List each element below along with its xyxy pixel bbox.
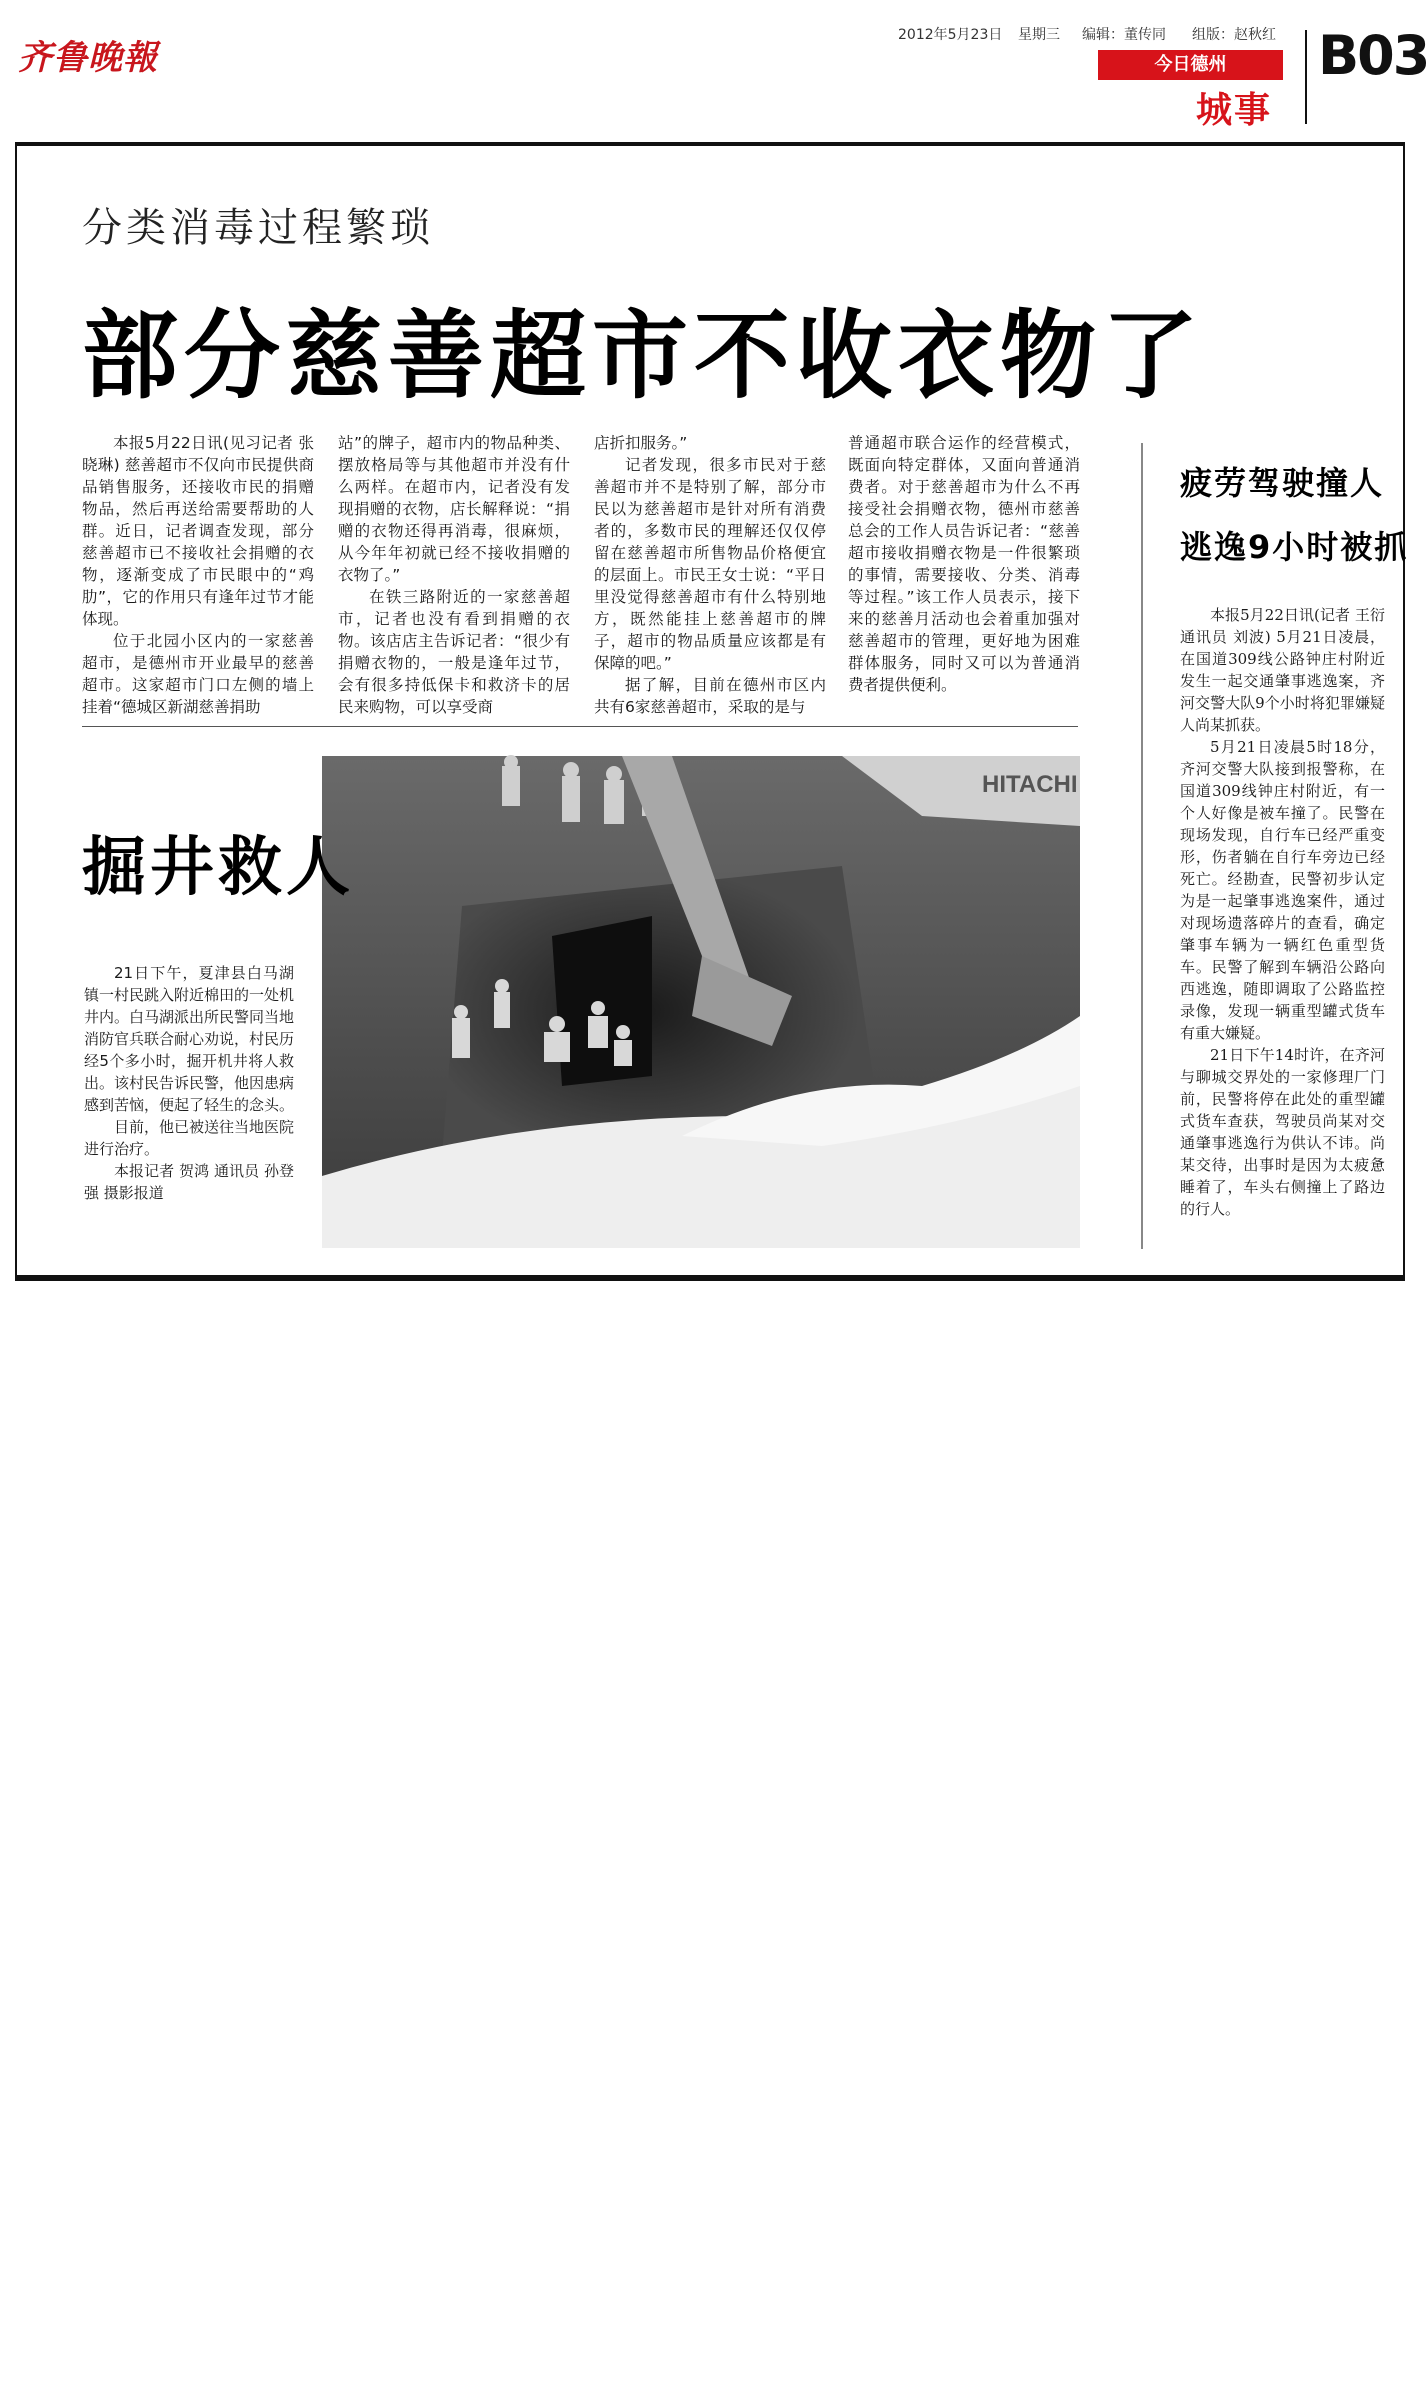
- article-paragraph: 在铁三路附近的一家慈善超市，记者也没有看到捐赠的衣物。该店店主告诉记者：“很少有捐赠衣物的，一般是逢年过节，会有很多持低保卡和救济卡的居民来购物，可以享受商: [338, 588, 570, 716]
- layout-credit: 组版：赵秋红: [1192, 27, 1276, 43]
- article-paragraph: 普通超市联合运作的经营模式，既面向特定群体，又面向普通消费者。对于慈善超市为什么不再接受社会捐赠衣物，德州市慈善总会的工作人员告诉记者：“慈善超市接收捐赠衣物是一件很繁琐的事情，需要接收、分类、消毒等过程。”该工作人员表示，接下来的慈善月活动也会着重加强对慈善超市的管理，更好地为困难群体服务，同时又可以为普通消费者提供便利。: [848, 434, 1080, 694]
- article-paragraph: 站”的牌子，超市内的物品种类、摆放格局等与其他超市并没有什么两样。在超市内，记者没有发现捐赠的衣物，店长解释说：“捐赠的衣物还得再消毒，很麻烦，从今年年初就已经不接收捐赠的衣物了。”: [338, 434, 570, 584]
- article-kicker: 分类消毒过程繁琐: [82, 205, 434, 251]
- sidebar-body: [1180, 604, 1385, 1220]
- sidebar-paragraph: 本报5月22日讯(记者 王衍 通讯员 刘波) 5月21日凌晨，在国道309线公路钟庄村附近发生一起交通肇事逃逸案，齐河交警大队9个小时将犯罪嫌疑人尚某抓获。: [1180, 606, 1385, 734]
- rescue-title: 掘井救人: [82, 831, 354, 905]
- article-paragraph: 记者发现，很多市民对于慈善超市并不是特别了解，部分市民以为慈善超市是针对所有消费者的，多数市民的理解还仅仅停留在慈善超市所售物品价格便宜的层面上。市民王女士说：“平日里没觉得慈善超市有什么特别地方，既然能挂上慈善超市的牌子，超市的物品质量应该都是有保障的吧。”: [594, 456, 826, 672]
- rescue-caption: [84, 962, 294, 1204]
- article-headline: 部分慈善超市不收衣物了: [82, 300, 1204, 412]
- masthead-logo: 齐鲁晚報: [18, 38, 158, 78]
- frame-right-rule: [1403, 142, 1405, 1279]
- rescue-credit: 本报记者 贺鸿 通讯员 孙登强 摄影报道: [84, 1162, 294, 1202]
- section-name: 城事: [1196, 90, 1273, 131]
- page-number: B03: [1318, 24, 1428, 87]
- sidebar-rule: [1141, 443, 1143, 1249]
- frame-top-rule: [15, 142, 1405, 146]
- header-divider: [1305, 30, 1307, 124]
- sidebar-paragraph: 21日下午14时许，在齐河与聊城交界处的一家修理厂门前，民警将停在此处的重型罐式货车查获，驾驶员尚某对交通肇事逃逸行为供认不讳。尚某交待，出事时是因为太疲惫睡着了，车头右侧撞上了路边的行人。: [1180, 1046, 1385, 1218]
- article-column-4: [848, 432, 1080, 696]
- frame-bottom-rule: [15, 1275, 1405, 1281]
- article-paragraph: 店折扣服务。”: [594, 434, 688, 452]
- rescue-paragraph: 21日下午，夏津县白马湖镇一村民跳入附近棉田的一处机井内。白马湖派出所民警同当地消防官兵联合耐心劝说，村民历经5个多小时，掘开机井将人救出。该村民告诉民警，他因患病感到苦恼，便起了轻生的念头。: [84, 964, 295, 1114]
- article-column-1: [82, 432, 314, 718]
- sidebar-paragraph: 5月21日凌晨5时18分，齐河交警大队接到报警称，在国道309线钟庄村附近，有一个人好像是被车撞了。民警在现场发现，自行车已经严重变形，伤者躺在自行车旁边已经死亡。经勘查，民警初步认定为是一起肇事逃逸案件，通过对现场遗落碎片的查看，确定肇事车辆为一辆红色重型货车。民警了解到车辆沿公路向西逃逸，随即调取了公路监控录像，发现一辆重型罐式货车有重大嫌疑。: [1180, 738, 1385, 1042]
- rescue-paragraph: 目前，他已被送往当地医院进行治疗。: [84, 1118, 295, 1158]
- article-paragraph: 位于北园小区内的一家慈善超市，是德州市开业最早的慈善超市。这家超市门口左侧的墙上挂着“德城区新湖慈善捐助: [82, 632, 314, 716]
- sidebar-title-line-2: 逃逸9小时被抓: [1180, 528, 1409, 566]
- frame-left-rule: [15, 142, 17, 1279]
- sidebar-title-line-1: 疲劳驾驶撞人: [1180, 464, 1385, 502]
- article-column-2: [338, 432, 570, 718]
- issue-date: 2012年5月23日: [898, 27, 1003, 43]
- issue-weekday: 星期三: [1018, 27, 1060, 43]
- article-column-3: [594, 432, 826, 718]
- section-separator: [82, 726, 1078, 727]
- article-paragraph: 本报5月22日讯(见习记者 张晓琳) 慈善超市不仅向市民提供商品销售服务，还接收市民的捐赠物品，然后再送给需要帮助的人群。近日，记者调查发现，部分慈善超市已不接收社会捐赠的衣物，逐渐变成了市民眼中的“鸡肋”，它的作用只有逢年过节才能体现。: [82, 434, 314, 628]
- editor-credit: 编辑：董传同: [1082, 27, 1166, 43]
- rescue-photo: [322, 756, 1080, 1248]
- section-tag: 今日德州: [1098, 50, 1283, 80]
- article-paragraph: 据了解，目前在德州市区内共有6家慈善超市，采取的是与: [594, 676, 826, 716]
- machine-brand-text: HITACHI: [982, 771, 1078, 798]
